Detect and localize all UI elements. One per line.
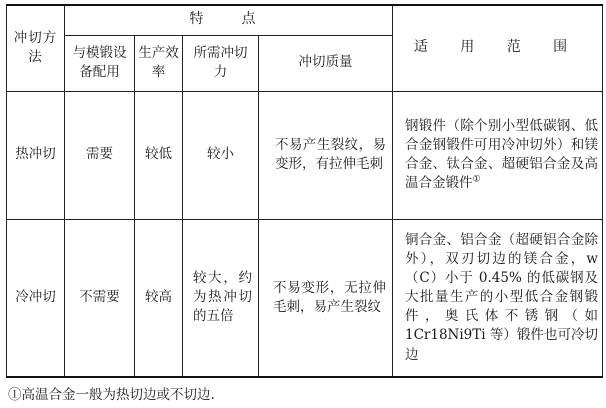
header-force-cell <box>183 35 259 91</box>
table-row <box>7 219 603 377</box>
row-efficiency: 较低 <box>145 146 172 163</box>
row-method: 热冲切 <box>15 146 56 163</box>
row-force-cell <box>183 91 259 219</box>
row-application-cell <box>393 219 603 377</box>
row-forging-cell <box>65 91 135 219</box>
header-method: 冲切方法 <box>13 30 58 66</box>
row-force-cell <box>183 219 259 377</box>
footnote-marker: ① <box>472 174 481 185</box>
header-forging: 与模锻设备配用 <box>72 44 127 80</box>
header-efficiency: 生产效率 <box>138 44 179 80</box>
footnote: ①高温合金一般为热切边或不切边. <box>8 387 215 403</box>
header-quality: 冲切质量 <box>298 54 353 71</box>
row-application: 钢锻件（除个别小型低碳钢、低合金钢锻件可用冷冲切外）和镁合金、钛合金、超硬铝合金及高温合金锻件 <box>405 117 598 192</box>
row-efficiency-cell <box>135 219 183 377</box>
row-force: 较小 <box>207 146 234 163</box>
row-quality-cell <box>259 219 393 377</box>
row-method: 冷冲切 <box>15 289 56 306</box>
header-application: 适 用 范 围 <box>413 39 582 56</box>
row-method-cell <box>7 219 65 377</box>
header-features: 特 点 <box>189 11 268 28</box>
row-application: 铜合金、铝合金（超硬铝合金除外），双刃切边的镁合金，w（C）小于 0.45% 的低碳钢及大批量生产的小型低合金钢锻件，奥氏体不锈钢（如 1Cr18Ni9Ti 等）锻件也可冷切边 <box>405 231 598 363</box>
header-features-cell <box>65 5 393 35</box>
header-row-1 <box>7 5 603 35</box>
row-efficiency-cell <box>135 91 183 219</box>
row-method-cell <box>7 91 65 219</box>
row-force: 较大，约为热冲切的五倍 <box>193 270 252 325</box>
row-forging: 需要 <box>86 146 113 163</box>
header-quality-cell <box>259 35 393 91</box>
row-application-cell <box>393 91 603 219</box>
punching-methods-table <box>6 4 603 378</box>
row-forging-cell <box>65 219 135 377</box>
row-quality: 不易变形，无拉伸毛刺，易产生裂纹 <box>273 279 386 315</box>
header-method-cell <box>7 5 65 91</box>
header-application-cell <box>393 5 603 91</box>
header-efficiency-cell <box>135 35 183 91</box>
header-forging-cell <box>65 35 135 91</box>
header-force: 所需冲切力 <box>193 44 248 80</box>
row-quality: 不易产生裂纹，易变形，有拉伸毛刺 <box>275 136 386 172</box>
table-row <box>7 91 603 219</box>
row-forging: 不需要 <box>79 289 120 306</box>
row-efficiency: 较高 <box>145 289 172 306</box>
row-quality-cell <box>259 91 393 219</box>
